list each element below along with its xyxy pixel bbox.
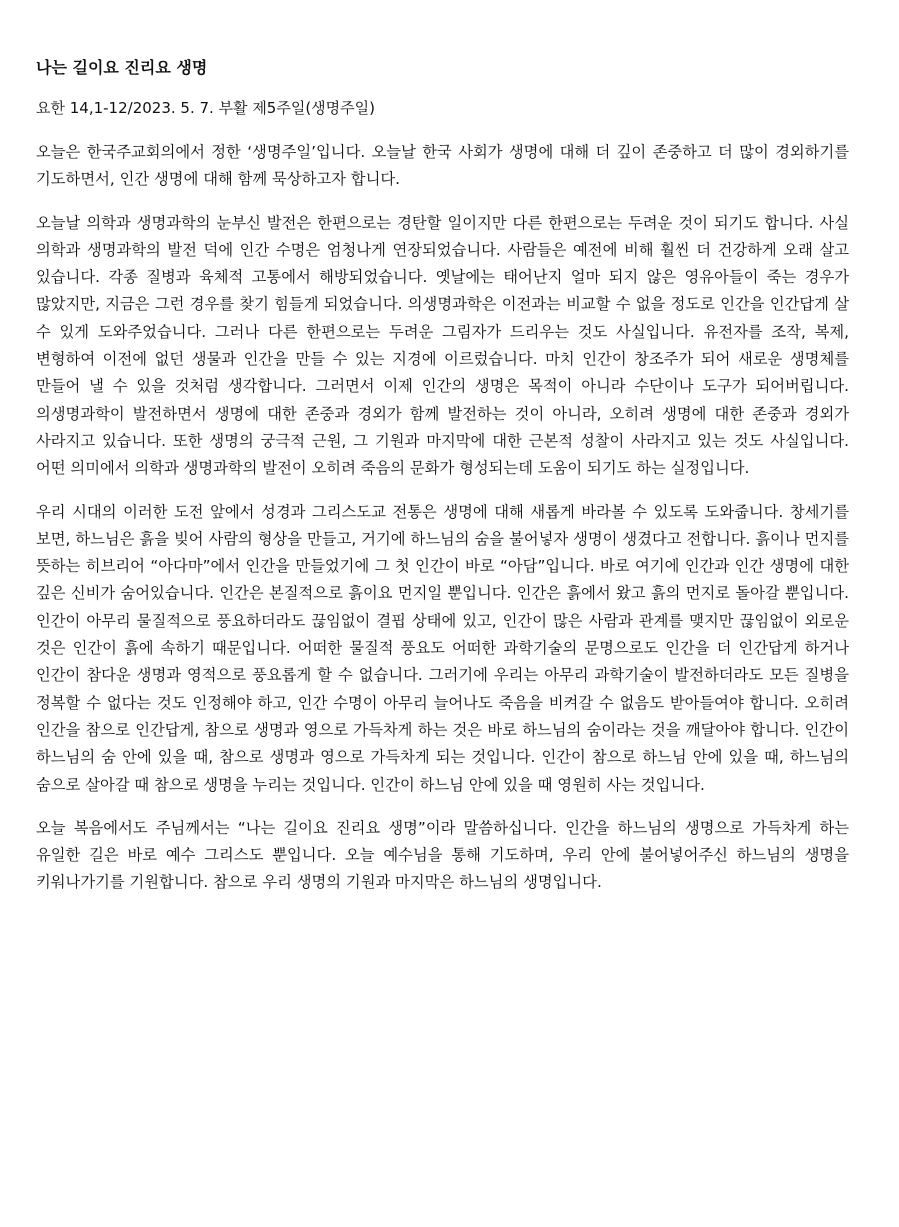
paragraph-gospel: 오늘 복음에서도 주님께서는 “나는 길이요 진리요 생명”이라 말씀하십니다. 인간을 하느님의 생명으로 가득차게 하는 유일한 길은 바로 예수 그리스도 뿐입니다. 오늘 예수님을 통해 기도하며, 우리 안에 불어넣어주신 하느님의 생명을 키워나가기를 기원합니다. 참으로 우리 생명의 기원과 마지막은 하느님의 생명입니다.	[36, 818, 849, 892]
paragraph-intro: 오늘은 한국주교회의에서 정한 ‘생명주일’입니다. 오늘날 한국 사회가 생명에 대해 더 깊이 존중하고 더 많이 경외하기를 기도하면서, 인간 생명에 대해 함께 묵상하고자 합니다.	[36, 143, 849, 189]
paragraph-scripture: 우리 시대의 이러한 도전 앞에서 성경과 그리스도교 전통은 생명에 대해 새롭게 바라볼 수 있도록 도와줍니다. 창세기를 보면, 하느님은 흙을 빚어 사람의 형상을 만들고, 거기에 하느님의 숨을 불어넣자 생명이 생겼다고 전합니다. 흙이나 먼지를 뜻하는 히브리어 “아다마”에서 인간을 만들었기에 그 첫 인간이 바로 “아담”입니다. 바로 여기에 인간과 인간 생명에 대한 깊은 신비가 숨어있습니다. 인간은 본질적으로 흙이요 먼지일 뿐입니다. 인간은 흙에서 왔고 흙의 먼지로 돌아갈 뿐입니다. 인간이 아무리 물질적으로 풍요하더라도 끊임없이 결핍 상태에 있고, 인간이 많은 사람과 관계를 맺지만 끊임없이 외로운 것은 인간이 흙에 속하기 때문입니다. 어떠한 물질적 풍요도 어떠한 과학기술의 문명으로도 인간을 더 인간답게 하거나 인간이 참다운 생명과 영적으로 풍요롭게 할 수 없습니다. 그러기에 우리는 아무리 과학기술이 발전하더라도 모든 질병을 정복할 수 없다는 것도 인정해야 하고, 인간 수명이 아무리 늘어나도 죽음을 비켜갈 수 없음도 받아들여야 합니다. 오히려 인간을 참으로 인간답게, 참으로 생명과 영으로 가득차게 하는 것은 바로 하느님의 숨이라는 것을 깨달아야 합니다. 인간이 하느님의 숨 안에 있을 때, 참으로 생명과 영으로 가득차게 되는 것입니다. 인간이 참으로 하느님 안에 있을 때, 하느님의 숨으로 살아갈 때 참으로 생명을 누리는 것입니다. 인간이 하느님 안에 있을 때 영원히 사는 것입니다.	[36, 502, 849, 794]
paragraph-science: 오늘날 의학과 생명과학의 눈부신 발전은 한편으로는 경탄할 일이지만 다른 한편으로는 두려운 것이 되기도 합니다. 사실 의학과 생명과학의 발전 덕에 인간 수명은 엄청나게 연장되었습니다. 사람들은 예전에 비해 훨씬 더 건강하게 오래 살고 있습니다. 각종 질병과 육체적 고통에서 해방되었습니다. 옛날에는 태어난지 얼마 되지 않은 영유아들이 죽는 경우가 많았지만, 지금은 그런 경우를 찾기 힘들게 되었습니다. 의생명과학은 이전과는 비교할 수 없을 정도로 인간을 인간답게 살 수 있게 도와주었습니다. 그러나 다른 한편으로는 두려운 그림자가 드리우는 것도 사실입니다. 유전자를 조작, 복제, 변형하여 이전에 없던 생물과 인간을 만들 수 있는 지경에 이르렀습니다. 마치 인간이 창조주가 되어 새로운 생명체를 만들어 낼 수 있을 것처럼 생각합니다. 그러면서 이제 인간의 생명은 목적이 아니라 수단이나 도구가 되어버립니다. 의생명과학이 발전하면서 생명에 대한 존중과 경외가 함께 발전하는 것이 아니라, 오히려 생명에 대한 존중과 경외가 사라지고 있습니다. 또한 생명의 궁극적 근원, 그 기원과 마지막에 대한 근본적 성찰이 사라지고 있는 것도 사실입니다. 어떤 의미에서 의학과 생명과학의 발전이 오히려 죽음의 문화가 형성되는데 도움이 되기도 하는 실정입니다.	[36, 213, 849, 478]
document-title: 나는 길이요 진리요 생명	[36, 58, 208, 77]
scripture-reference: 요한 14,1-12/2023. 5. 7. 부활 제5주일(생명주일)	[36, 99, 375, 117]
document-page	[36, 56, 849, 913]
